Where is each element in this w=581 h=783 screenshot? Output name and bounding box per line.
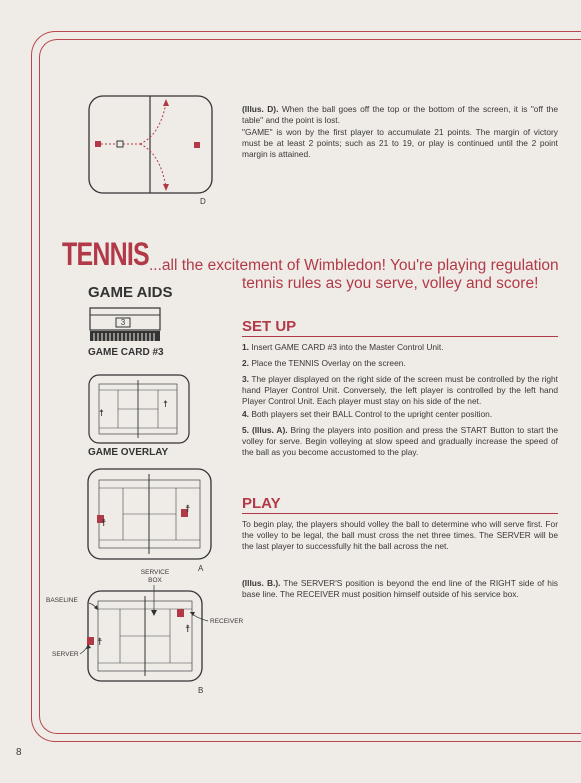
service-box-label	[140, 569, 170, 585]
game-overlay-label: GAME OVERLAY	[88, 447, 169, 458]
illus-a-ref: (Illus. A).	[251, 425, 288, 435]
svg-text:☨: ☨	[97, 637, 103, 648]
step-number: 4.	[242, 409, 249, 419]
illus-b-ref: (Illus. B.).	[242, 578, 281, 588]
page-number: 8	[16, 747, 22, 758]
step-text: Bring the players into position and press the START Button to start the volley for serve. Begin volleying at slow speed and gradually increase the speed of the ball as you become accustomed to the play.	[242, 425, 558, 457]
receiver-label: RECEIVER	[210, 618, 244, 625]
step-number: 2.	[242, 358, 249, 368]
baseline-label: BASELINE	[46, 597, 78, 604]
step-text: Both players set their BALL Control to the upright center position.	[251, 409, 493, 419]
banner-tagline-2: tennis rules as you serve, volley and score!	[242, 275, 539, 292]
illus-d-caption: D	[200, 197, 206, 206]
svg-text:☨: ☨	[101, 518, 107, 529]
tennis-logo: TENNIS	[62, 236, 149, 272]
banner-tagline-1: ...all the excitement of Wimbledon! You're playing regulation	[149, 257, 559, 274]
svg-text:☨: ☨	[99, 408, 104, 418]
step-text: The player displayed on the right side of the screen must be controlled by the right hand Player Control Unit. Conversely, the left player is controlled by the left hand Player Control Unit. Each player must stay on his side of the net.	[242, 374, 558, 406]
service-box-label-2: BOX	[148, 577, 162, 584]
svg-text:☨: ☨	[185, 504, 191, 515]
game-card-label: GAME CARD #3	[88, 347, 164, 358]
step-number: 3.	[242, 374, 249, 384]
game-aids-title: GAME AIDS	[88, 284, 173, 301]
play-heading: PLAY	[242, 495, 281, 512]
step-number: 5.	[242, 425, 249, 435]
illus-d-ref: (Illus. D).	[242, 104, 279, 114]
setup-heading: SET UP	[242, 318, 297, 335]
illus-b-caption: B	[198, 686, 204, 695]
server-label: SERVER	[52, 651, 79, 658]
step-text: Place the TENNIS Overlay on the screen.	[251, 358, 406, 368]
step-text: Insert GAME CARD #3 into the Master Control Unit.	[251, 342, 444, 352]
svg-text:☨: ☨	[163, 399, 168, 409]
game-rule-text: "GAME" is won by the first player to accumulate 21 points. The margin of victory must be at least 2 points; such as 21 to 19, or play is continued until the 2 point margin is attained.	[242, 127, 558, 159]
step-number: 1.	[242, 342, 249, 352]
play-text-2-body: The SERVER'S position is beyond the end line of the RIGHT side of his base line. The RECEIVER must position himself outside of his service box.	[242, 578, 558, 599]
service-box-label-1: SERVICE	[140, 569, 170, 576]
illus-a-caption: A	[198, 564, 204, 573]
svg-text:☨: ☨	[185, 624, 191, 635]
play-text-1: To begin play, the players should volley the ball to determine who will serve first. For the volley to be legal, the ball must cross the net three times. The SERVER will be the last player to successfully hit the ball across the net.	[242, 519, 558, 551]
game-card-number: 3	[120, 318, 126, 327]
illus-d-text-body: When the ball goes off the top or the bottom of the screen, it is "off the table" and the point is lost.	[242, 104, 558, 125]
